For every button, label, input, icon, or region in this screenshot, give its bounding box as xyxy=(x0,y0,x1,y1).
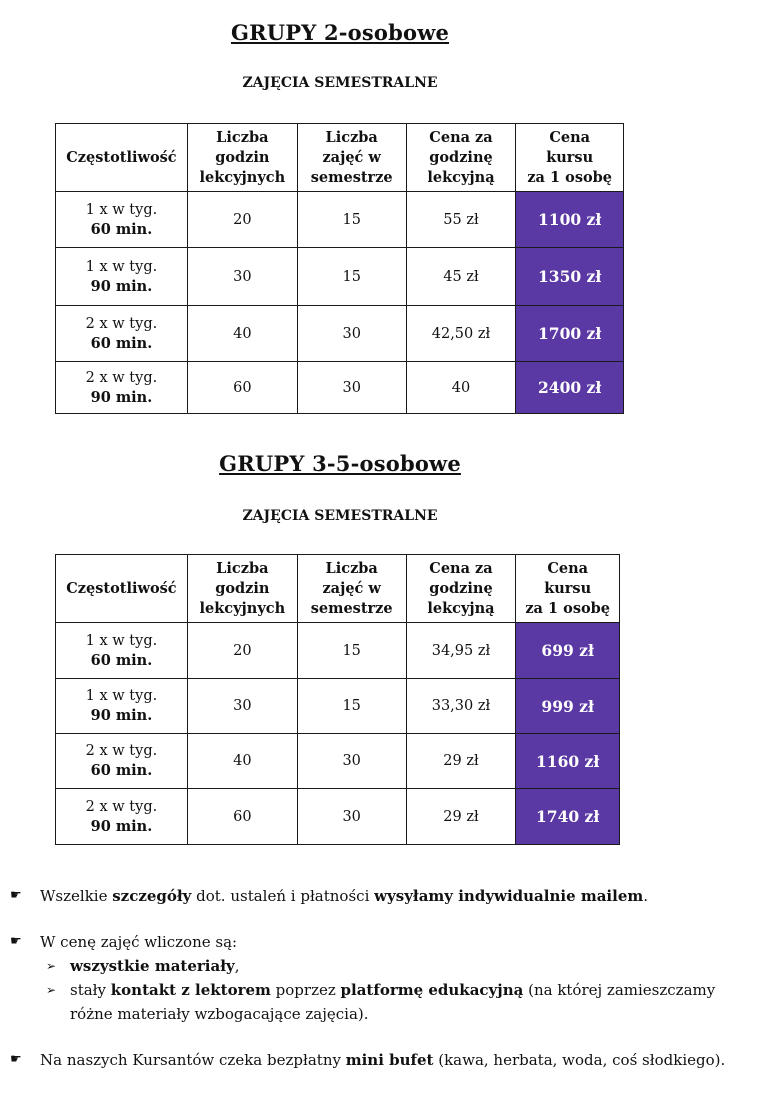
hours-cell: 60 xyxy=(187,362,297,414)
pointing-hand-icon: ☛ xyxy=(10,888,22,903)
included-item-materials: ➢ wszystkie materiały, xyxy=(10,954,750,978)
header-course-price: Cena kursu za 1 osobę xyxy=(516,124,624,192)
table-header-row xyxy=(56,555,620,623)
frequency-cell: 2 x w tyg. 90 min. xyxy=(56,789,188,845)
hour-price-cell: 55 zł xyxy=(406,192,516,248)
header-frequency: Częstotliwość xyxy=(56,555,188,623)
header-hour-price: Cena za godzinę lekcyjną xyxy=(406,124,516,192)
classes-cell: 15 xyxy=(297,192,406,248)
course-price-cell: 2400 zł xyxy=(516,362,624,414)
course-price-cell: 999 zł xyxy=(516,679,620,734)
pointing-hand-icon: ☛ xyxy=(10,934,22,949)
table-header-row xyxy=(56,124,624,192)
section-subtitle-2-person: ZAJĘCIA SEMESTRALNE xyxy=(242,75,438,91)
section-title-3-5-person: GRUPY 3-5-osobowe xyxy=(219,451,461,476)
price-table-2-person xyxy=(55,123,624,414)
header-classes: Liczba zajęć w semestrze xyxy=(297,555,406,623)
section-title-2-person: GRUPY 2-osobowe xyxy=(230,20,450,45)
note-buffet: ☛ Na naszych Kursantów czeka bezpłatny mini bufet (kawa, herbata, woda, coś słodkiego). xyxy=(10,1048,750,1072)
price-table-3-5-person xyxy=(55,554,620,845)
hours-cell: 20 xyxy=(187,623,297,679)
hour-price-cell: 42,50 zł xyxy=(406,306,516,362)
frequency-cell: 1 x w tyg. 60 min. xyxy=(56,192,188,248)
classes-cell: 30 xyxy=(297,789,406,845)
course-price-cell: 699 zł xyxy=(516,623,620,679)
course-price-cell: 1700 zł xyxy=(516,306,624,362)
included-item-contact: ➢ stały kontakt z lektorem poprzez platformę edukacyjną (na której zamieszczamy różne materiały wzbogacające zajęcia). xyxy=(10,978,750,1026)
table-row xyxy=(56,248,624,306)
header-hour-price: Cena za godzinę lekcyjną xyxy=(406,555,516,623)
arrowhead-icon: ➢ xyxy=(46,959,57,973)
header-frequency: Częstotliwość xyxy=(56,124,188,192)
frequency-cell: 1 x w tyg. 90 min. xyxy=(56,248,188,306)
hour-price-cell: 33,30 zł xyxy=(406,679,516,734)
classes-cell: 15 xyxy=(297,248,406,306)
hour-price-cell: 34,95 zł xyxy=(406,623,516,679)
hour-price-cell: 40 xyxy=(406,362,516,414)
notes-list xyxy=(10,884,750,1072)
classes-cell: 30 xyxy=(297,734,406,789)
frequency-cell: 2 x w tyg. 60 min. xyxy=(56,734,188,789)
classes-cell: 15 xyxy=(297,679,406,734)
hour-price-cell: 45 zł xyxy=(406,248,516,306)
table-row xyxy=(56,679,620,734)
table-row xyxy=(56,306,624,362)
hours-cell: 60 xyxy=(187,789,297,845)
table-row xyxy=(56,734,620,789)
hours-cell: 20 xyxy=(187,192,297,248)
note-included: ☛ W cenę zajęć wliczone są: xyxy=(10,930,750,954)
classes-cell: 30 xyxy=(297,306,406,362)
course-price-cell: 1740 zł xyxy=(516,789,620,845)
hours-cell: 30 xyxy=(187,248,297,306)
header-hours: Liczba godzin lekcyjnych xyxy=(187,555,297,623)
arrowhead-icon: ➢ xyxy=(46,983,57,997)
frequency-cell: 1 x w tyg. 90 min. xyxy=(56,679,188,734)
classes-cell: 15 xyxy=(297,623,406,679)
section-subtitle-3-5-person: ZAJĘCIA SEMESTRALNE xyxy=(242,508,438,524)
header-course-price: Cena kursu za 1 osobę xyxy=(516,555,620,623)
header-hours: Liczba godzin lekcyjnych xyxy=(187,124,297,192)
course-price-cell: 1160 zł xyxy=(516,734,620,789)
hours-cell: 30 xyxy=(187,679,297,734)
header-classes: Liczba zajęć w semestrze xyxy=(297,124,406,192)
hour-price-cell: 29 zł xyxy=(406,789,516,845)
hours-cell: 40 xyxy=(187,734,297,789)
frequency-cell: 2 x w tyg. 90 min. xyxy=(56,362,188,414)
table-row xyxy=(56,192,624,248)
course-price-cell: 1100 zł xyxy=(516,192,624,248)
frequency-cell: 1 x w tyg. 60 min. xyxy=(56,623,188,679)
classes-cell: 30 xyxy=(297,362,406,414)
hours-cell: 40 xyxy=(187,306,297,362)
hour-price-cell: 29 zł xyxy=(406,734,516,789)
pointing-hand-icon: ☛ xyxy=(10,1052,22,1067)
table-row xyxy=(56,789,620,845)
course-price-cell: 1350 zł xyxy=(516,248,624,306)
frequency-cell: 2 x w tyg. 60 min. xyxy=(56,306,188,362)
table-row xyxy=(56,623,620,679)
table-row xyxy=(56,362,624,414)
note-details: ☛ Wszelkie szczegóły dot. ustaleń i płatności wysyłamy indywidualnie mailem. xyxy=(10,884,750,908)
